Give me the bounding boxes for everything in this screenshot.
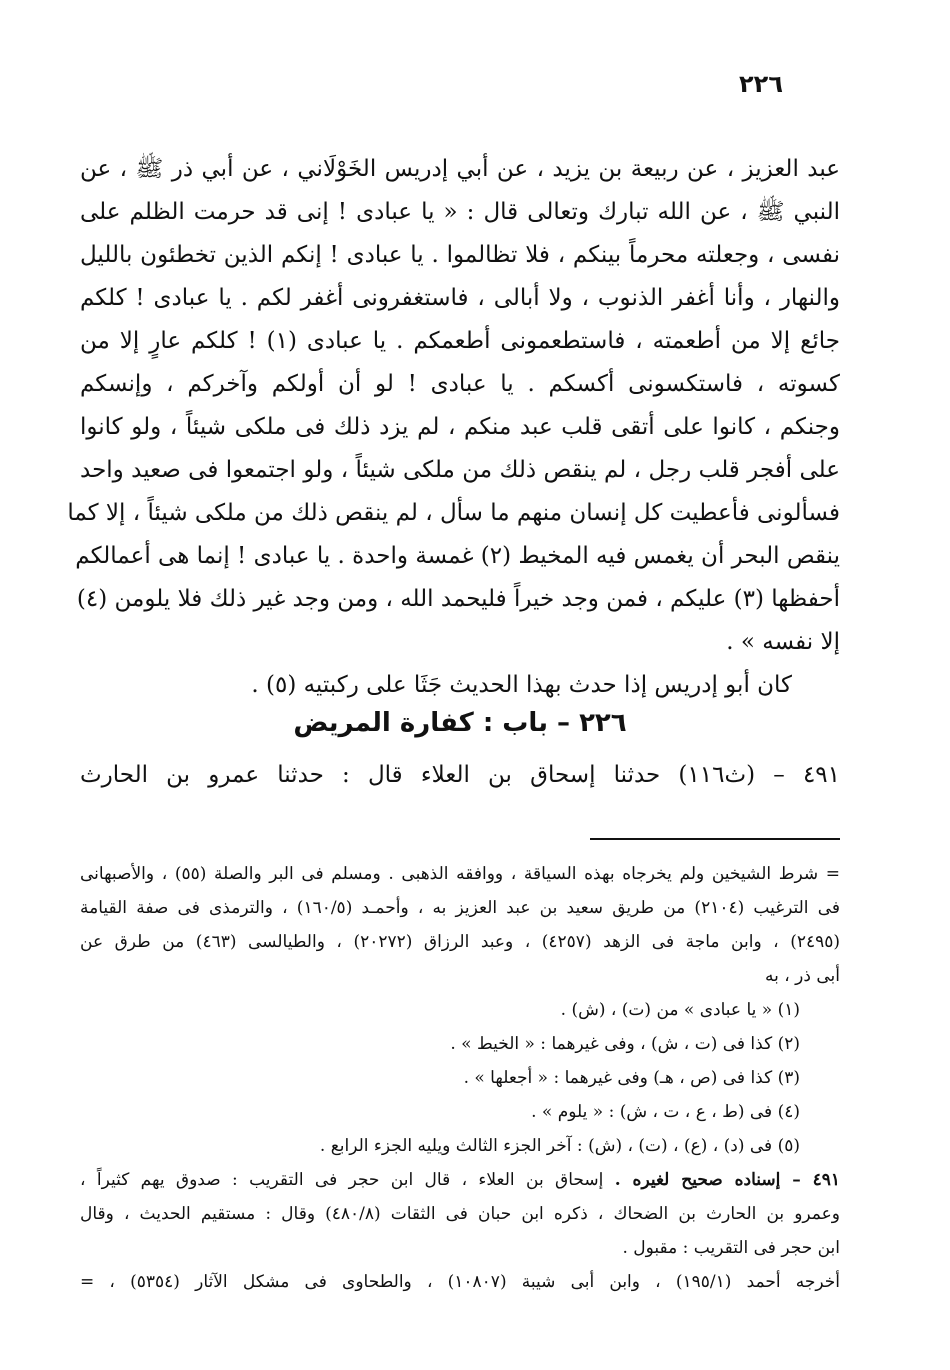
footnote: (٤) فى (ط ، ع ، ت ، ش) : « يلوم » . [531,1102,800,1122]
text-line: نفسى ، وجعلته محرماً بينكم ، فلا تظالموا . يا عبادى ! إنكم الذين تخطئون بالليل [80,242,840,268]
text-line: النبي ﷺ ، عن الله تبارك وتعالى قال : « يا عبادى ! إنى قد حرمت الظلم على [80,199,840,225]
footnote: (٥) فى (د) ، (ع) ، (ت) ، (ش) : آخر الجزء الثالث ويليه الجزء الرابع . [319,1136,800,1156]
text-line: أحفظها (٣) عليكم ، فمن وجد خيراً فليحمد الله ، ومن وجد غير ذلك فلا يلومن (٤) [76,586,840,612]
takhrij-line: وعمرو بن الحارث بن الضحاك ، ذكره ابن حبان فى الثقات (٤٨٠/٨) وقال : مستقيم الحديث ، وقال [80,1204,840,1224]
note-line: (٢٤٩٥) ، وابن ماجة فى الزهد (٤٢٥٧) ، وعبد الرزاق (٢٠٢٧٢) ، والطيالسى (٤٦٣) من طرق عن [80,932,840,952]
footnote-divider [590,838,840,840]
text-line: والنهار ، وأنا أغفر الذنوب ، ولا أبالى ، فاستغفرونى أغفر لكم . يا عبادى ! كلكم [80,285,840,311]
note-line: = شرط الشيخين ولم يخرجاه بهذه السياقة ، ووافقه الذهبى . ومسلم فى البر والصلة (٥٥) ، والأصبهانى [80,864,840,884]
text-line-indented: كان أبو إدريس إذا حدث بهذا الحديث جَثَا على ركبتيه (٥) . [251,672,792,698]
text-line: جائع إلا من أطعمته ، فاستطعمونى أطعمكم . يا عبادى (١) ! كلكم عارٍ إلا من [80,328,840,354]
text-line: كسوته ، فاستكسونى أكسكم . يا عبادى ! لو أن أولكم وآخركم ، وإنسكم [80,371,840,397]
hadith-text-block [67,148,840,707]
takhrij-line: أخرجه أحمد (١٩٥/١) ، وابن أبى شيبة (١٠٨٠٧) ، والطحاوى فى مشكل الآثار (٥٣٥٤) ، = [80,1272,840,1292]
hadith-isnad-line: ٤٩١ – (ث١١٦) حدثنا إسحاق بن العلاء قال : حدثنا عمرو بن الحارث [80,762,841,788]
footnote: (٢) كذا فى (ت ، ش) ، وفى غيرهما : « الخيط » . [450,1034,800,1054]
text-line: وجنكم ، كانوا على أتقى قلب عبد منكم ، لم يزد ذلك فى ملكى شيئاً ، ولو كانوا [80,414,840,440]
footnote: (١) « يا عبادى » من (ت) ، (ش) . [560,1000,800,1020]
takhrij-line [80,1163,840,1197]
text-line: إلا نفسه » . [726,629,840,655]
footnotes-block [80,857,840,1299]
note-line: أبى ذر ، به [765,966,840,986]
text-line: ينقص البحر أن يغمس فيه المخيط (٢) غمسة واحدة . يا عبادى ! إنما هى أعمالكم [75,543,840,569]
page-number: ٢٢٦ [739,70,783,98]
chapter-heading: ٢٢٦ – باب : كفارة المريض [293,708,627,738]
takhrij-line: ابن حجر فى التقريب : مقبول . [622,1238,840,1258]
text-line: على أفجر قلب رجل ، لم ينقص ذلك من ملكى شيئاً ، ولو اجتمعوا فى صعيد واحد [80,457,840,483]
footnote: (٣) كذا فى (ص ، هـ) وفى غيرهما : « أجعلها » . [463,1068,800,1088]
takhrij-text: إسحاق بن العلاء ، قال ابن حجر فى التقريب : صدوق يهم كثيراً ، [80,1170,604,1190]
text-line: عبد العزيز ، عن ربيعة بن يزيد ، عن أبي إدريس الخَوْلَاني ، عن أبي ذر ﷺ ، عن [80,156,840,182]
takhrij-grading: ٤٩١ – إسناده صحيح لغيره . [614,1170,841,1190]
text-line: فسألونى فأعطيت كل إنسان منهم ما سأل ، لم ينقص ذلك من ملكى شيئاً ، إلا كما [67,500,840,526]
note-line: فى الترغيب (٢١٠٤) من طريق سعيد بن عبد العزيز به ، وأحمـد (١٦٠/٥) ، والترمذى فى صفة القيامة [80,898,840,918]
